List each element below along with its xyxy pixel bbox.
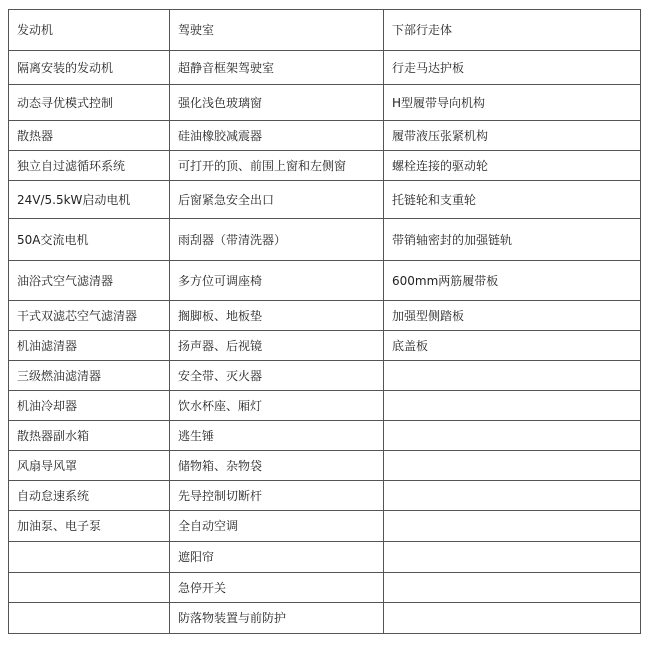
header-engine: 发动机: [9, 10, 170, 51]
table-cell-engine: 加油泵、电子泵: [9, 511, 170, 542]
table-row: [9, 542, 641, 573]
table-cell-undercarriage: 螺栓连接的驱动轮: [384, 151, 641, 181]
spec-table: [8, 9, 641, 634]
table-row: [9, 481, 641, 511]
table-cell-cab: 可打开的顶、前围上窗和左侧窗: [170, 151, 384, 181]
table-cell-cab: 先导控制切断杆: [170, 481, 384, 511]
table-cell-engine: 自动怠速系统: [9, 481, 170, 511]
table-row: [9, 219, 641, 261]
header-cab: 驾驶室: [170, 10, 384, 51]
table-cell-undercarriage: 托链轮和支重轮: [384, 181, 641, 219]
table-cell-engine: 三级燃油滤清器: [9, 361, 170, 391]
table-row: [9, 51, 641, 85]
table-cell-undercarriage: [384, 573, 641, 603]
table-cell-engine: 独立自过滤循环系统: [9, 151, 170, 181]
table-cell-cab: 多方位可调座椅: [170, 261, 384, 301]
table-cell-undercarriage: H型履带导向机构: [384, 85, 641, 121]
table-row: [9, 451, 641, 481]
table-cell-engine: 24V/5.5kW启动电机: [9, 181, 170, 219]
table-cell-engine: 隔离安装的发动机: [9, 51, 170, 85]
table-row: [9, 603, 641, 634]
table-cell-cab: 安全带、灭火器: [170, 361, 384, 391]
table-cell-undercarriage: 带销轴密封的加强链轨: [384, 219, 641, 261]
table-cell-engine: [9, 542, 170, 573]
table-cell-engine: [9, 603, 170, 634]
table-cell-undercarriage: 履带液压张紧机构: [384, 121, 641, 151]
table-row: [9, 511, 641, 542]
table-cell-cab: 搁脚板、地板垫: [170, 301, 384, 331]
table-cell-undercarriage: 底盖板: [384, 331, 641, 361]
spec-table-body: [9, 10, 641, 634]
table-cell-cab: 遮阳帘: [170, 542, 384, 573]
table-cell-engine: 50A交流电机: [9, 219, 170, 261]
table-cell-engine: [9, 573, 170, 603]
table-cell-cab: 逃生锤: [170, 421, 384, 451]
table-row: [9, 151, 641, 181]
table-row: [9, 121, 641, 151]
table-cell-cab: 饮水杯座、厢灯: [170, 391, 384, 421]
table-cell-engine: 油浴式空气滤清器: [9, 261, 170, 301]
table-cell-cab: 防落物装置与前防护: [170, 603, 384, 634]
table-cell-undercarriage: 600mm两筋履带板: [384, 261, 641, 301]
table-cell-undercarriage: 行走马达护板: [384, 51, 641, 85]
table-row: [9, 421, 641, 451]
table-cell-undercarriage: 加强型侧踏板: [384, 301, 641, 331]
table-row: [9, 361, 641, 391]
table-cell-cab: 强化浅色玻璃窗: [170, 85, 384, 121]
table-cell-engine: 机油冷却器: [9, 391, 170, 421]
table-row: [9, 573, 641, 603]
header-undercarriage: 下部行走体: [384, 10, 641, 51]
table-cell-undercarriage: [384, 451, 641, 481]
table-row: [9, 391, 641, 421]
table-cell-undercarriage: [384, 391, 641, 421]
table-cell-cab: 后窗紧急安全出口: [170, 181, 384, 219]
table-cell-undercarriage: [384, 481, 641, 511]
table-row: [9, 85, 641, 121]
table-cell-cab: 储物箱、杂物袋: [170, 451, 384, 481]
table-cell-undercarriage: [384, 511, 641, 542]
table-cell-cab: 超静音框架驾驶室: [170, 51, 384, 85]
table-row: [9, 301, 641, 331]
table-cell-undercarriage: [384, 603, 641, 634]
table-cell-engine: 风扇导风罩: [9, 451, 170, 481]
table-row: [9, 331, 641, 361]
table-cell-engine: 散热器: [9, 121, 170, 151]
table-cell-undercarriage: [384, 361, 641, 391]
table-header-row: [9, 10, 641, 51]
table-row: [9, 261, 641, 301]
table-cell-undercarriage: [384, 421, 641, 451]
table-row: [9, 181, 641, 219]
table-cell-engine: 机油滤清器: [9, 331, 170, 361]
table-cell-engine: 干式双滤芯空气滤清器: [9, 301, 170, 331]
table-cell-undercarriage: [384, 542, 641, 573]
table-cell-cab: 雨刮器（带清洗器）: [170, 219, 384, 261]
table-cell-cab: 扬声器、后视镜: [170, 331, 384, 361]
table-cell-cab: 全自动空调: [170, 511, 384, 542]
table-cell-engine: 动态寻优模式控制: [9, 85, 170, 121]
table-cell-cab: 急停开关: [170, 573, 384, 603]
table-cell-engine: 散热器副水箱: [9, 421, 170, 451]
table-cell-cab: 硅油橡胶减震器: [170, 121, 384, 151]
